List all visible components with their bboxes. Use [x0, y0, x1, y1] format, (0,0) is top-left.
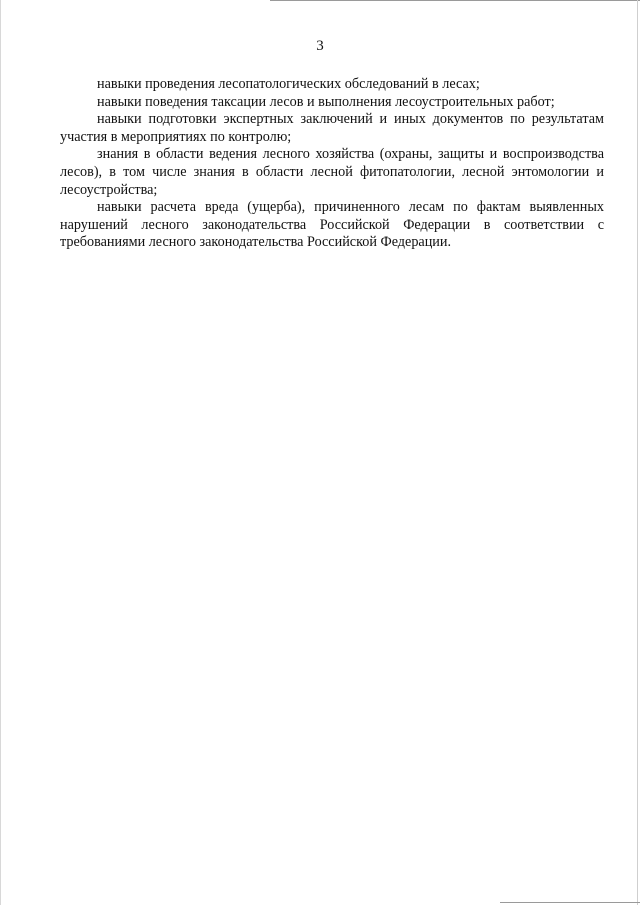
paragraph-forestry-knowledge: знания в области ведения лесного хозяйства (охраны, защиты и воспроизводства лесов), в том числе знания в области лесной фитопатологии, лесной энтомологии и лесоустройства; [60, 146, 604, 198]
paragraph-damage-calculation: навыки расчета вреда (ущерба), причиненного лесам по фактам выявленных нарушений лесного законодательства Российской Федерации в соответствии с требованиями лесного законодательства Российской Федерации. [60, 199, 604, 251]
scan-edge-line [270, 0, 640, 1]
scan-edge-line [637, 0, 638, 905]
page-number: 3 [316, 38, 324, 54]
scan-edge-line [0, 0, 1, 905]
paragraph-forest-pathology-surveys: навыки проведения лесопатологических обследований в лесах; [97, 76, 480, 92]
paragraph-expert-conclusions: навыки подготовки экспертных заключений и иных документов по результатам участия в мероприятиях по контролю; [60, 111, 604, 145]
scan-edge-line [500, 902, 640, 903]
paragraph-forest-taxation: навыки поведения таксации лесов и выполнения лесоустроительных работ; [97, 93, 555, 110]
document-body [60, 76, 604, 252]
